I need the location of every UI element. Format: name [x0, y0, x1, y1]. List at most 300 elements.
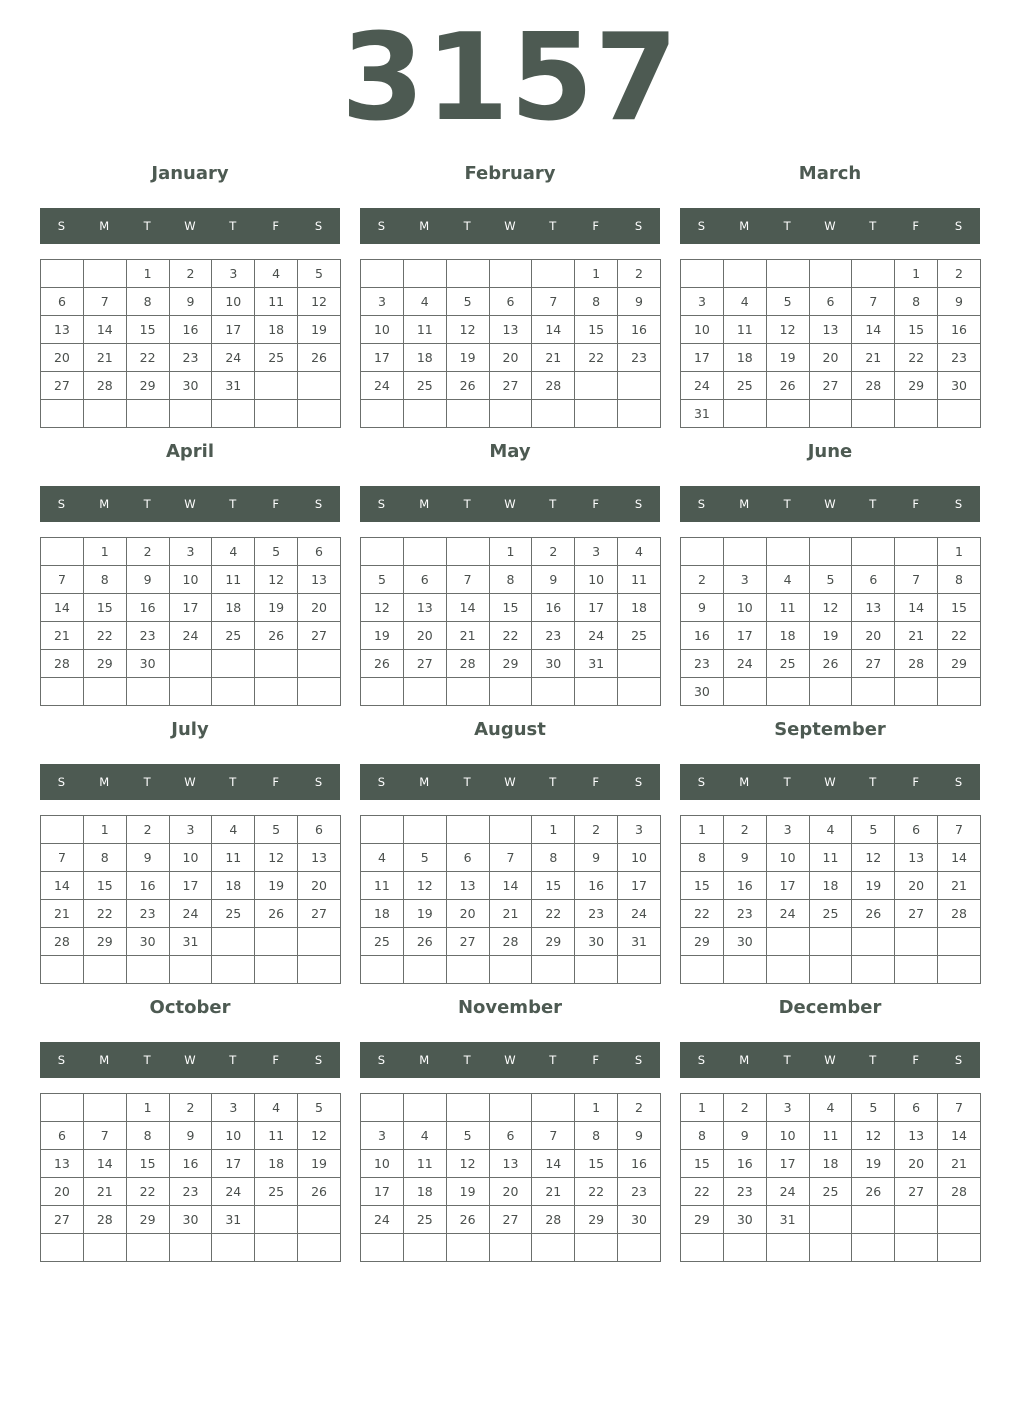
empty-day-cell: [361, 678, 404, 706]
empty-day-cell: [895, 1234, 938, 1262]
day-cell: 18: [809, 1150, 852, 1178]
weekday-label: T: [549, 1053, 557, 1067]
day-cell: 3: [681, 288, 724, 316]
day-cell: 21: [41, 622, 84, 650]
day-cell: 21: [532, 344, 575, 372]
day-cell: 14: [83, 1150, 126, 1178]
empty-day-cell: [723, 400, 766, 428]
day-cell: 29: [83, 928, 126, 956]
day-cell: 21: [83, 344, 126, 372]
day-cell: 30: [126, 928, 169, 956]
empty-day-cell: [766, 928, 809, 956]
day-cell: 5: [766, 288, 809, 316]
day-cell: 18: [403, 344, 446, 372]
day-cell: 20: [809, 344, 852, 372]
day-cell: 17: [766, 1150, 809, 1178]
day-cell: 10: [575, 566, 618, 594]
week-row: [41, 928, 341, 956]
week-row: [361, 900, 661, 928]
day-cell: 6: [41, 288, 84, 316]
day-cell: 4: [723, 288, 766, 316]
day-cell: 19: [403, 900, 446, 928]
week-row: [41, 566, 341, 594]
day-cell: 25: [403, 372, 446, 400]
day-cell: 22: [681, 900, 724, 928]
day-cell: 9: [681, 594, 724, 622]
week-row: [41, 1150, 341, 1178]
empty-day-cell: [212, 956, 255, 984]
empty-day-cell: [766, 260, 809, 288]
day-cell: 19: [298, 1150, 341, 1178]
weekday-label: S: [57, 497, 66, 511]
empty-day-cell: [361, 1094, 404, 1122]
day-cell: 18: [212, 594, 255, 622]
day-cell: 16: [723, 872, 766, 900]
day-cell: 2: [618, 260, 661, 288]
empty-day-cell: [298, 400, 341, 428]
empty-day-cell: [446, 678, 489, 706]
day-cell: 20: [41, 344, 84, 372]
day-cell: 23: [532, 622, 575, 650]
day-cell: 5: [809, 566, 852, 594]
day-cell: 4: [212, 538, 255, 566]
month-name: January: [151, 163, 229, 184]
day-cell: 30: [575, 928, 618, 956]
week-row: [361, 1206, 661, 1234]
day-cell: 9: [126, 844, 169, 872]
day-cell: 15: [681, 872, 724, 900]
day-cell: 5: [361, 566, 404, 594]
empty-day-cell: [255, 372, 298, 400]
day-cell: 28: [41, 650, 84, 678]
weekday-label: M: [99, 497, 110, 511]
day-cell: 14: [83, 316, 126, 344]
week-row: [41, 844, 341, 872]
empty-day-cell: [938, 678, 981, 706]
weekday-label: S: [57, 1053, 66, 1067]
day-cell: 16: [681, 622, 724, 650]
empty-day-cell: [532, 1234, 575, 1262]
day-cell: 18: [255, 1150, 298, 1178]
weekday-label: M: [739, 1053, 750, 1067]
day-cell: 22: [575, 1178, 618, 1206]
weekday-label: T: [783, 497, 791, 511]
week-row: [41, 1178, 341, 1206]
empty-day-cell: [298, 650, 341, 678]
weekday-label: W: [504, 219, 516, 233]
day-cell: 13: [446, 872, 489, 900]
empty-day-cell: [895, 1206, 938, 1234]
day-cell: 19: [255, 594, 298, 622]
day-cell: 8: [83, 844, 126, 872]
empty-day-cell: [446, 400, 489, 428]
week-row: [361, 288, 661, 316]
day-cell: 7: [83, 288, 126, 316]
weekday-label: S: [697, 219, 706, 233]
week-row: [41, 316, 341, 344]
day-cell: 13: [489, 316, 532, 344]
weekday-label: M: [99, 1053, 110, 1067]
week-row: [681, 372, 981, 400]
day-cell: 24: [169, 900, 212, 928]
empty-day-cell: [255, 956, 298, 984]
day-cell: 6: [41, 1122, 84, 1150]
day-cell: 2: [126, 816, 169, 844]
day-cell: 10: [766, 1122, 809, 1150]
weekday-label: W: [824, 497, 836, 511]
weekday-label: M: [739, 775, 750, 789]
day-cell: 7: [532, 288, 575, 316]
day-cell: 7: [895, 566, 938, 594]
week-row: [41, 900, 341, 928]
day-cell: 12: [255, 566, 298, 594]
day-cell: 23: [169, 344, 212, 372]
day-cell: 17: [618, 872, 661, 900]
empty-day-cell: [255, 1206, 298, 1234]
day-cell: 25: [255, 344, 298, 372]
day-cell: 22: [681, 1178, 724, 1206]
day-cell: 8: [83, 566, 126, 594]
empty-day-cell: [446, 260, 489, 288]
day-cell: 7: [41, 566, 84, 594]
day-cell: 10: [723, 594, 766, 622]
day-cell: 9: [169, 1122, 212, 1150]
day-cell: 24: [169, 622, 212, 650]
empty-day-cell: [83, 260, 126, 288]
empty-day-cell: [212, 678, 255, 706]
day-cell: 15: [895, 316, 938, 344]
day-cell: 12: [361, 594, 404, 622]
weekday-label: T: [229, 219, 237, 233]
day-cell: 20: [446, 900, 489, 928]
week-row: [681, 400, 981, 428]
week-row: [681, 288, 981, 316]
day-cell: 25: [361, 928, 404, 956]
day-cell: 25: [809, 1178, 852, 1206]
week-row: [681, 928, 981, 956]
empty-day-cell: [809, 538, 852, 566]
day-cell: 29: [575, 1206, 618, 1234]
day-cell: 3: [723, 566, 766, 594]
day-cell: 10: [361, 316, 404, 344]
day-cell: 11: [361, 872, 404, 900]
day-cell: 25: [255, 1178, 298, 1206]
empty-day-cell: [403, 1094, 446, 1122]
week-row: [41, 956, 341, 984]
empty-day-cell: [298, 372, 341, 400]
day-cell: 11: [618, 566, 661, 594]
day-cell: 24: [575, 622, 618, 650]
day-cell: 20: [895, 872, 938, 900]
day-cell: 8: [938, 566, 981, 594]
weekday-label: T: [143, 219, 151, 233]
day-cell: 17: [766, 872, 809, 900]
day-cell: 11: [255, 288, 298, 316]
day-cell: 26: [809, 650, 852, 678]
month-name: November: [457, 997, 563, 1018]
week-row: [41, 1206, 341, 1234]
week-row: [41, 372, 341, 400]
day-cell: 17: [575, 594, 618, 622]
day-cell: 21: [852, 344, 895, 372]
empty-day-cell: [766, 678, 809, 706]
day-cell: 29: [83, 650, 126, 678]
day-cell: 22: [83, 900, 126, 928]
empty-day-cell: [895, 956, 938, 984]
day-cell: 13: [489, 1150, 532, 1178]
day-cell: 20: [852, 622, 895, 650]
empty-day-cell: [489, 400, 532, 428]
week-row: [361, 316, 661, 344]
week-row: [681, 816, 981, 844]
empty-day-cell: [212, 1234, 255, 1262]
day-grid: [680, 537, 981, 706]
day-cell: 15: [575, 316, 618, 344]
empty-day-cell: [41, 1094, 84, 1122]
day-grid: [40, 537, 341, 706]
weekday-label: S: [57, 219, 66, 233]
day-cell: 4: [403, 1122, 446, 1150]
day-cell: 4: [403, 288, 446, 316]
month-name: September: [774, 719, 886, 740]
empty-day-cell: [532, 400, 575, 428]
empty-day-cell: [532, 956, 575, 984]
day-cell: 7: [532, 1122, 575, 1150]
day-grid: [40, 1093, 341, 1262]
weekday-label: T: [463, 775, 471, 789]
day-cell: 16: [126, 872, 169, 900]
week-row: [681, 1234, 981, 1262]
empty-day-cell: [852, 1206, 895, 1234]
empty-day-cell: [723, 678, 766, 706]
day-cell: 29: [126, 372, 169, 400]
weekday-label: F: [912, 775, 919, 789]
day-cell: 21: [938, 1150, 981, 1178]
day-cell: 10: [766, 844, 809, 872]
empty-day-cell: [681, 538, 724, 566]
weekday-label: W: [504, 497, 516, 511]
day-cell: 11: [403, 1150, 446, 1178]
day-cell: 1: [126, 1094, 169, 1122]
empty-day-cell: [41, 816, 84, 844]
empty-day-cell: [681, 1234, 724, 1262]
day-cell: 12: [852, 844, 895, 872]
day-cell: 20: [895, 1150, 938, 1178]
day-cell: 23: [681, 650, 724, 678]
empty-day-cell: [298, 678, 341, 706]
day-cell: 22: [126, 344, 169, 372]
empty-day-cell: [938, 1234, 981, 1262]
day-cell: 8: [895, 288, 938, 316]
day-cell: 22: [126, 1178, 169, 1206]
day-cell: 17: [212, 1150, 255, 1178]
day-cell: 4: [255, 260, 298, 288]
week-row: [681, 594, 981, 622]
empty-day-cell: [575, 678, 618, 706]
empty-day-cell: [169, 956, 212, 984]
weekday-label: S: [954, 219, 963, 233]
week-row: [681, 566, 981, 594]
empty-day-cell: [532, 678, 575, 706]
day-cell: 23: [618, 1178, 661, 1206]
weekday-label: T: [229, 497, 237, 511]
day-cell: 23: [126, 900, 169, 928]
empty-day-cell: [361, 956, 404, 984]
day-cell: 7: [938, 816, 981, 844]
empty-day-cell: [169, 650, 212, 678]
empty-day-cell: [575, 372, 618, 400]
day-cell: 28: [83, 1206, 126, 1234]
empty-day-cell: [169, 678, 212, 706]
week-row: [361, 1234, 661, 1262]
day-cell: 25: [723, 372, 766, 400]
day-cell: 22: [575, 344, 618, 372]
empty-day-cell: [895, 678, 938, 706]
day-cell: 17: [169, 872, 212, 900]
day-cell: 26: [446, 1206, 489, 1234]
empty-day-cell: [255, 650, 298, 678]
empty-day-cell: [212, 650, 255, 678]
day-cell: 6: [403, 566, 446, 594]
day-cell: 4: [809, 1094, 852, 1122]
day-cell: 1: [489, 538, 532, 566]
month-name: August: [474, 719, 546, 740]
day-cell: 26: [852, 900, 895, 928]
week-row: [361, 872, 661, 900]
day-cell: 25: [766, 650, 809, 678]
day-cell: 4: [809, 816, 852, 844]
week-row: [41, 678, 341, 706]
day-cell: 6: [895, 816, 938, 844]
day-cell: 13: [41, 1150, 84, 1178]
weekday-label: S: [697, 497, 706, 511]
empty-day-cell: [723, 538, 766, 566]
day-cell: 23: [618, 344, 661, 372]
week-row: [41, 1094, 341, 1122]
day-cell: 12: [766, 316, 809, 344]
week-row: [361, 372, 661, 400]
weekday-label: M: [99, 775, 110, 789]
weekday-header: [680, 208, 980, 244]
empty-day-cell: [489, 956, 532, 984]
day-cell: 26: [766, 372, 809, 400]
day-cell: 18: [618, 594, 661, 622]
day-cell: 28: [852, 372, 895, 400]
day-cell: 26: [361, 650, 404, 678]
day-cell: 3: [766, 816, 809, 844]
weekday-label: S: [634, 497, 643, 511]
day-cell: 17: [212, 316, 255, 344]
day-cell: 6: [809, 288, 852, 316]
empty-day-cell: [126, 400, 169, 428]
day-cell: 8: [532, 844, 575, 872]
day-cell: 21: [489, 900, 532, 928]
day-cell: 11: [255, 1122, 298, 1150]
day-cell: 2: [618, 1094, 661, 1122]
day-cell: 15: [83, 872, 126, 900]
week-row: [361, 260, 661, 288]
empty-day-cell: [255, 400, 298, 428]
weekday-label: M: [739, 497, 750, 511]
day-cell: 10: [361, 1150, 404, 1178]
day-grid: [360, 815, 661, 984]
day-cell: 5: [298, 260, 341, 288]
day-cell: 6: [489, 1122, 532, 1150]
week-row: [41, 344, 341, 372]
day-cell: 27: [403, 650, 446, 678]
week-row: [361, 400, 661, 428]
empty-day-cell: [126, 956, 169, 984]
day-cell: 9: [126, 566, 169, 594]
week-row: [681, 316, 981, 344]
empty-day-cell: [852, 538, 895, 566]
day-cell: 5: [852, 1094, 895, 1122]
day-cell: 25: [618, 622, 661, 650]
weekday-label: S: [314, 1053, 323, 1067]
day-cell: 6: [895, 1094, 938, 1122]
day-grid: [680, 259, 981, 428]
day-cell: 10: [212, 1122, 255, 1150]
day-cell: 18: [212, 872, 255, 900]
day-cell: 26: [298, 1178, 341, 1206]
day-cell: 27: [852, 650, 895, 678]
day-grid: [40, 815, 341, 984]
empty-day-cell: [83, 956, 126, 984]
weekday-label: T: [549, 219, 557, 233]
weekday-label: F: [912, 497, 919, 511]
empty-day-cell: [489, 816, 532, 844]
day-cell: 31: [575, 650, 618, 678]
empty-day-cell: [403, 956, 446, 984]
empty-day-cell: [41, 1234, 84, 1262]
day-cell: 4: [212, 816, 255, 844]
week-row: [681, 844, 981, 872]
month-name: June: [807, 441, 853, 462]
week-row: [361, 538, 661, 566]
day-cell: 19: [361, 622, 404, 650]
weekday-label: F: [592, 219, 599, 233]
weekday-label: W: [184, 497, 196, 511]
empty-day-cell: [361, 1234, 404, 1262]
week-row: [41, 260, 341, 288]
day-cell: 22: [489, 622, 532, 650]
empty-day-cell: [681, 956, 724, 984]
day-cell: 15: [83, 594, 126, 622]
empty-day-cell: [895, 538, 938, 566]
weekday-label: S: [954, 1053, 963, 1067]
empty-day-cell: [766, 400, 809, 428]
week-row: [681, 1178, 981, 1206]
empty-day-cell: [809, 1234, 852, 1262]
month-name: July: [171, 719, 209, 740]
empty-day-cell: [618, 956, 661, 984]
day-cell: 30: [723, 928, 766, 956]
day-cell: 7: [852, 288, 895, 316]
empty-day-cell: [618, 678, 661, 706]
day-cell: 2: [169, 260, 212, 288]
day-cell: 9: [169, 288, 212, 316]
day-cell: 17: [169, 594, 212, 622]
day-cell: 9: [618, 1122, 661, 1150]
day-cell: 15: [575, 1150, 618, 1178]
day-cell: 13: [298, 844, 341, 872]
day-cell: 11: [809, 1122, 852, 1150]
day-cell: 17: [361, 344, 404, 372]
day-cell: 9: [723, 1122, 766, 1150]
empty-day-cell: [809, 928, 852, 956]
day-cell: 18: [723, 344, 766, 372]
day-cell: 14: [852, 316, 895, 344]
